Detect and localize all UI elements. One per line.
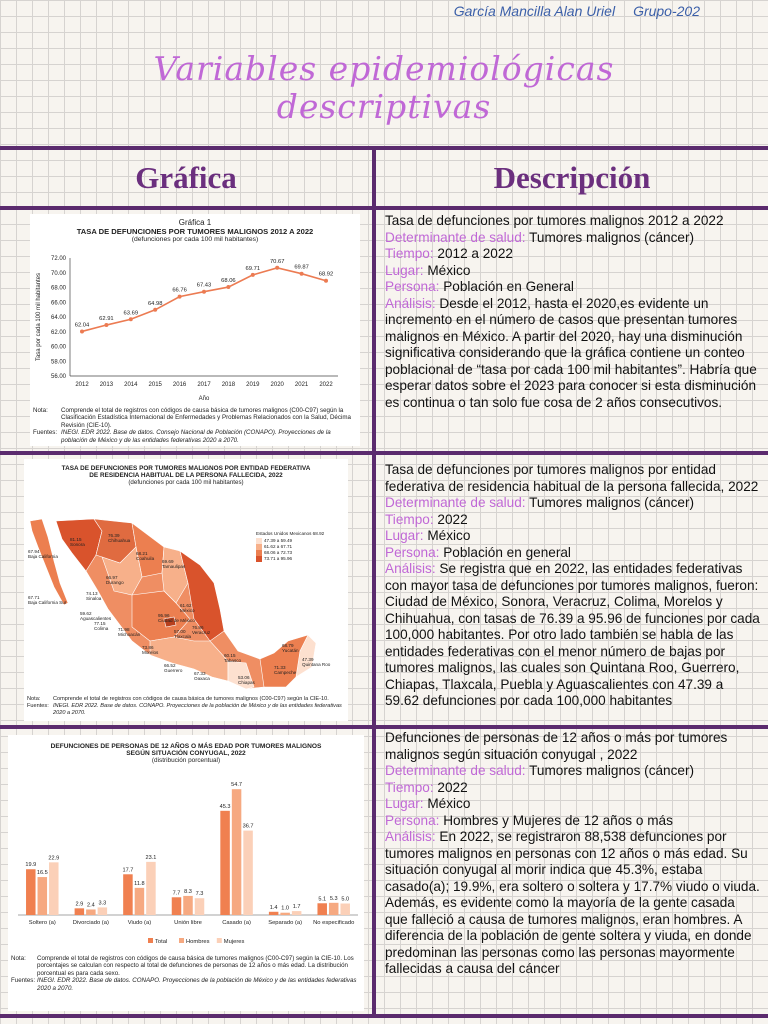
key-label: Análisis: (385, 295, 436, 311)
legend-swatch (179, 938, 184, 943)
y-tick-label: 58.00 (50, 359, 66, 366)
value-text: Hombres y Mujeres de 12 años o más (439, 812, 673, 828)
data-label: 70.67 (269, 258, 285, 265)
y-tick-label: 70.00 (50, 270, 66, 277)
category-label: Divorciado (a) (72, 920, 109, 926)
bar (220, 811, 230, 915)
bar-chart (8, 765, 364, 955)
divider-bottom (0, 1014, 768, 1018)
x-tick-label: 2015 (148, 382, 162, 388)
fuentes-label: Fuentes: (33, 429, 58, 437)
data-label: 68.06 (221, 278, 236, 285)
legend-swatch (256, 556, 262, 562)
key-label: Lugar: (385, 528, 424, 543)
state-value-label: 74.13 (86, 591, 98, 596)
key-label: Tiempo: (385, 779, 434, 795)
value-text: Tumores malignos (cáncer) (525, 495, 695, 510)
bar (329, 903, 339, 915)
state-name-label: Yucatán (282, 648, 299, 653)
category-label: Unión libre (174, 920, 202, 926)
divider-row2 (0, 725, 768, 729)
bar-value-label: 23.1 (145, 854, 157, 861)
state-value-label: 68.79 (282, 643, 294, 648)
key-label: Persona: (385, 544, 440, 560)
y-tick-label: 64.00 (50, 315, 66, 321)
description-3-persona (385, 813, 760, 830)
state-value-label: 77.15 (94, 621, 106, 626)
bar (232, 789, 242, 915)
state-value-label: 81.15 (70, 537, 82, 542)
y-tick-label: 72.00 (50, 256, 66, 262)
figure-1-title: TASA DE DEFUNCIONES POR TUMORES MALIGNOS 2012 A 2022 (76, 227, 314, 236)
bar-value-label: 2.9 (75, 901, 84, 908)
state-value-label: 73.86 (142, 645, 154, 650)
nota-label: Nota: (11, 955, 26, 962)
bar (183, 896, 193, 915)
bar (38, 877, 48, 915)
figure-1-panel (30, 214, 360, 446)
bar-value-label: 1.7 (292, 904, 301, 911)
bar-value-label: 1.0 (281, 905, 290, 912)
state-name-label: Chiapas (238, 680, 255, 685)
bar-value-label: 7.3 (195, 891, 204, 898)
category-label: Viudo (a) (127, 920, 152, 926)
group-label: Grupo-202 (633, 3, 700, 19)
author-line (454, 3, 700, 19)
description-3-extra: Además, es evidente como la mayoría de la gente casada que falleció a causa de tumores malignos, eran hombres. A diferencia de la población de gente soltera y viuda, en donde predominan las personas como las personas mayormente fallecidas a causa del cáncer (385, 895, 752, 976)
category-label: Casado (a) (222, 920, 251, 926)
value-text: Tumores malignos (cáncer) (525, 229, 695, 245)
y-tick-label: 60.00 (50, 344, 66, 351)
bar-value-label: 5.3 (329, 895, 338, 902)
description-3-lugar (385, 796, 760, 813)
bar-value-label: 7.7 (172, 890, 181, 897)
column-header-descripcion: Descripción (493, 160, 651, 195)
data-point (129, 317, 133, 321)
column-header-grafica: Gráfica (135, 160, 237, 195)
description-3-analisis (385, 829, 760, 895)
page-title-line2: descriptivas (276, 87, 492, 126)
state-value-label: 59.62 (80, 611, 92, 616)
x-tick-label: 2019 (246, 382, 260, 388)
state-name-label: Quintana Roo (302, 662, 331, 667)
figure-2-title-2: DE RESIDENCIA HABITUAL DE LA PERSONA FALLECIDA, 2022 (89, 472, 283, 479)
fuentes-text: INEGI. EDR 2022. Base de datos. Consejo Nacional de Población (CONAPO). Proyecciones de la población de México y de las entidades federativas 2020 a 2070. (61, 429, 331, 444)
nota-text: Comprende el total de registros con códigos de causa básica de tumores malignos (C00-C97) según la CIE-10. Los porcentajes se calculan con respecto al total de defunciones de personas de 12 años o más edad. La distribución porcentual es para cada sexo. (37, 955, 354, 977)
y-tick-label: 62.00 (50, 329, 66, 336)
legend-label: Mujeres (223, 939, 245, 945)
data-label: 63.69 (123, 310, 139, 317)
legend-label: Total (155, 939, 168, 945)
bar-value-label: 16.5 (36, 870, 48, 877)
data-point (251, 273, 255, 277)
value-text: En 2022, se registraron 88,538 defunciones por tumores malignos en personas con 12 años o más edad. Su situación conyugal al morir indica que 45.3%, estaba casado(a); 19.9%, era soltero o soltera y 17.7% viudo o viuda. (385, 829, 760, 894)
bar-value-label: 54.7 (231, 782, 243, 789)
x-tick-label: 2012 (75, 382, 89, 388)
figure-1-label: Gráfica 1 (178, 218, 212, 227)
data-label: 64.98 (147, 300, 163, 307)
value-text: Desde el 2012, hasta el 2020,es evidente un incremento en el número de casos que presentan tumores malignos en México. A partir del 2020, hay una disminución significativa considerando que la gráfica contiene un conteo poblacional de “tasa por cada 100 mil habitantes”. Habría que esperar datos sobre el 2023 para conocer si esta disminución es continua o tan solo fue cosa de 2 años consecutivos. (385, 295, 757, 410)
fuentes-text: INEGI. EDR 2022. Base de datos. CONAPO. Proyecciones de la población de México y de las entidades federativas 2020 a 2070. (37, 977, 357, 992)
state-name-label: Sinaloa (86, 596, 102, 601)
bar (269, 912, 279, 915)
bar (98, 907, 108, 915)
bar-value-label: 3.3 (98, 900, 107, 907)
description-1-determinante (385, 230, 760, 247)
data-label: 62.04 (74, 322, 90, 329)
divider-vertical (372, 148, 376, 1018)
state-value-label: 67.71 (28, 595, 40, 600)
state-name-label: Tabasco (224, 658, 242, 663)
bar (146, 862, 156, 915)
key-label: Análisis: (385, 829, 436, 844)
value-text: Se registra que en 2022, las entidades federativas con mayor tasa de defunciones por tumores malignos, fueron: Ciudad de México, Sonora, Veracruz, Colima, Morelos y Chihuahua, con tasas de 76.39 a 95.96 de funciones por cada 100,000 habitantes. Por otro lado también se habla de las entidades federativas con el menor número de bajas por tumores malignos, las cuales son Quintana Roo, Guerrero, Chiapas, Tlaxcala, Puebla y Aguascalientes con 47.39 a 59.62 defunciones por cada 100,000 habitantes (385, 561, 760, 708)
bar-value-label: 17.7 (122, 867, 134, 874)
description-2 (385, 462, 760, 710)
description-1-persona (385, 279, 760, 296)
state-value-label: 66.97 (106, 575, 118, 580)
data-point (104, 323, 108, 327)
bar (86, 909, 96, 915)
bar-value-label: 19.9 (25, 862, 37, 869)
figure-3-title-2: SEGÚN SITUACIÓN CONYUGAL, 2022 (126, 750, 246, 757)
state-value-label: 76.39 (108, 533, 120, 538)
state-value-label: 53.06 (238, 675, 250, 680)
state-name-label: México (180, 608, 195, 613)
data-label: 69.71 (245, 265, 261, 272)
legend-label: Hombres (186, 939, 210, 945)
state-name-label: Coahuila (136, 556, 155, 561)
bar-value-label: 1.4 (269, 904, 278, 911)
data-point (324, 279, 328, 283)
state-value-label: 95.96 (158, 613, 170, 618)
data-label: 62.91 (99, 316, 114, 323)
key-label: Determinante de salud: (385, 763, 526, 778)
nota-text: Comprende el total de registros con códigos de causa básica de tumores malignos (C00-C97) según la CIE-10. (53, 696, 329, 702)
figure-3-title-1: DEFUNCIONES DE PERSONAS DE 12 AÑOS O MÁS EDAD POR TUMORES MALIGNOS (50, 743, 322, 750)
page-title (0, 50, 768, 126)
description-2-tiempo (385, 512, 760, 529)
state-name-label: Colima (94, 626, 109, 631)
nota-label: Nota: (33, 407, 48, 414)
map-legend (256, 531, 324, 562)
category-label: No especificado (313, 920, 355, 926)
description-2-lugar (385, 528, 760, 545)
value-text: 2022 (433, 779, 468, 795)
bar-value-label: 22.9 (48, 855, 60, 862)
key-label: Determinante de salud: (385, 229, 526, 245)
key-label: Lugar: (385, 796, 424, 811)
legend-label: 73.71 a 95.96 (264, 556, 293, 562)
legend-label: 68.06 a 72.73 (264, 550, 293, 556)
key-label: Persona: (385, 279, 440, 294)
key-label: Análisis: (385, 561, 436, 576)
page-title-line1: Variables epidemiológicas (153, 49, 615, 88)
state-name-label: Aguascalientes (80, 616, 112, 621)
data-point (275, 266, 279, 270)
state-name-label: Guerrero (164, 668, 183, 673)
value-text: 2012 a 2022 (433, 246, 513, 261)
state-name-label: Chihuahua (108, 538, 131, 543)
state-value-label: 57.00 (174, 629, 186, 634)
bar-value-label: 8.3 (184, 888, 192, 895)
state-name-label: Oaxaca (194, 676, 210, 681)
bar (340, 904, 350, 916)
description-3-heading: Defunciones de personas de 12 años o más por tumores malignos según situación conyugal , 2022 (385, 730, 728, 762)
bar-value-label: 5.1 (318, 896, 327, 903)
key-label: Tiempo: (385, 246, 434, 261)
figure-1-notes (33, 407, 357, 444)
data-point (153, 308, 157, 312)
legend-swatch (148, 938, 153, 943)
legend-item (256, 556, 324, 562)
state-value-label: 47.39 (302, 657, 314, 662)
bar (243, 831, 253, 915)
category-label: Soltero (a) (28, 920, 56, 926)
legend-swatch (217, 938, 222, 943)
value-text: Población en General (439, 279, 574, 294)
state-name-label: Michoacán (118, 632, 141, 637)
state-name-label: Tamaulipas (162, 564, 186, 569)
y-axis-label: Tasa por cada 100 mil habitantes (36, 272, 42, 362)
figure-2-notes (27, 696, 345, 716)
bar (292, 911, 302, 915)
divider-row1 (0, 451, 768, 455)
bar (195, 898, 205, 915)
value-text: 2022 (433, 511, 468, 527)
x-tick-label: 2020 (270, 382, 284, 388)
figure-1-subtitle: (defunciones por cada 100 mil habitantes) (131, 236, 259, 243)
bar (75, 908, 85, 915)
state-name-label: Baja California Sur (28, 600, 67, 605)
state-name-label: Ciudad de México (158, 618, 195, 623)
data-label: 67.43 (196, 282, 212, 289)
data-label: 68.92 (318, 271, 334, 278)
data-point (300, 272, 304, 276)
state-name-label: Sonora (70, 542, 85, 547)
bar (317, 903, 327, 915)
description-1 (385, 213, 760, 411)
figure-2-title-1: TASA DE DEFUNCIONES POR TUMORES MALIGNOS POR ENTIDAD FEDERATIVA (61, 465, 311, 472)
state-name-label: Baja California (28, 554, 58, 559)
state-name-label: Tlaxcala (174, 634, 192, 639)
key-label: Persona: (385, 812, 440, 828)
nota-text: Comprende el total de registros con códigos de causa básica de tumores malignos (C00-C97) según la Clasificación Estadística Internacional de Enfermedades y Problemas Relacionados con la Salud, Décima Revisión (CIE-10). (61, 407, 351, 429)
bar-value-label: 5.0 (341, 896, 350, 903)
state-name-label: Durango (106, 580, 124, 585)
data-point (226, 285, 230, 289)
divider-header (0, 206, 768, 210)
bar (172, 897, 182, 915)
key-label: Determinante de salud: (385, 495, 526, 510)
legend-label: 61.62 a 67.71 (264, 544, 293, 550)
description-3-tiempo (385, 780, 760, 797)
data-label: 69.87 (294, 264, 309, 271)
state-value-label: 67.94 (28, 549, 40, 554)
x-tick-label: 2022 (319, 382, 333, 388)
author-name: García Mancilla Alan Uriel (453, 3, 616, 19)
x-tick-label: 2014 (124, 382, 138, 388)
x-tick-label: 2017 (197, 382, 211, 388)
value-text: México (423, 262, 471, 278)
x-tick-label: 2013 (99, 382, 114, 388)
x-tick-label: 2016 (172, 382, 187, 388)
state-value-label: 60.15 (224, 653, 236, 658)
y-tick-label: 56.00 (50, 374, 66, 380)
state-value-label: 71.98 (118, 627, 130, 632)
key-label: Tiempo: (385, 511, 434, 527)
bar-value-label: 11.8 (134, 880, 145, 887)
figure-2-panel (24, 459, 348, 721)
bar (135, 888, 145, 915)
legend-title: Estados Unidos Mexicanos 68.92 (256, 531, 325, 536)
value-text: México (423, 528, 471, 543)
figure-3-panel (8, 735, 364, 1011)
state-name-label: Morelos (142, 650, 159, 655)
bar (49, 862, 59, 915)
nota-label: Nota: (27, 696, 41, 702)
state-value-label: 68.21 (136, 551, 148, 556)
y-tick-label: 68.00 (50, 285, 66, 292)
state-name-label: Veracruz (192, 630, 211, 635)
divider-top (0, 146, 768, 150)
value-text: Tumores malignos (cáncer) (525, 763, 695, 778)
bar-value-label: 45.3 (219, 803, 231, 810)
description-3-determinante (385, 763, 760, 780)
description-1-heading: Tasa de defunciones por tumores malignos 2012 a 2022 (385, 213, 724, 228)
state-value-label: 69.69 (162, 559, 174, 564)
description-1-analisis (385, 296, 760, 412)
value-text: México (423, 796, 471, 811)
state-value-label: 66.52 (164, 663, 176, 668)
value-text: Población en general (439, 544, 571, 560)
figure-3-notes (11, 955, 361, 992)
mexico-map (24, 491, 348, 691)
x-tick-label: 2021 (294, 382, 309, 388)
data-label: 66.76 (172, 287, 187, 294)
description-1-tiempo (385, 246, 760, 263)
bar (123, 874, 133, 915)
chart-legend (148, 938, 245, 945)
fuentes-label: Fuentes: (27, 702, 49, 709)
description-2-persona (385, 545, 760, 562)
fuentes-label: Fuentes: (11, 977, 36, 985)
key-label: Lugar: (385, 262, 424, 278)
description-2-heading: Tasa de defunciones por tumores malignos por entidad federativa de residencia habitual de la persona fallecida, 2022 (385, 462, 759, 494)
bar-value-label: 2.4 (86, 902, 95, 909)
data-point (80, 329, 84, 333)
y-tick-label: 66.00 (50, 300, 66, 307)
legend-label: 47.39 a 59.49 (264, 538, 293, 544)
description-3 (385, 730, 760, 978)
bar (26, 869, 35, 915)
bar-value-label: 36.7 (242, 823, 254, 830)
line-chart (30, 250, 360, 400)
state-value-label: 61.62 (180, 603, 192, 608)
state-value-label: 76.86 (192, 625, 204, 630)
description-1-lugar (385, 263, 760, 280)
description-2-analisis (385, 561, 760, 710)
state-value-label: 71.33 (274, 665, 286, 670)
category-label: Separado (a) (268, 920, 303, 926)
bar (280, 913, 290, 915)
figure-2-subtitle: (defunciones por cada 100 mil habitantes) (128, 479, 244, 486)
state-value-label: 67.33 (194, 671, 206, 676)
data-point (178, 295, 182, 299)
x-axis-label: Año (198, 396, 210, 400)
state-name-label: Campeche (274, 670, 297, 675)
description-2-determinante (385, 495, 760, 512)
x-tick-label: 2018 (221, 382, 236, 388)
figure-3-subtitle: (distribución porcentual) (151, 757, 221, 764)
data-point (202, 290, 206, 294)
fuentes-text: INEGI. EDR 2022. Base de datos. CONAPO. Proyecciones de la población de México y de las entidades federativas 2020 a 2070. (53, 702, 342, 716)
